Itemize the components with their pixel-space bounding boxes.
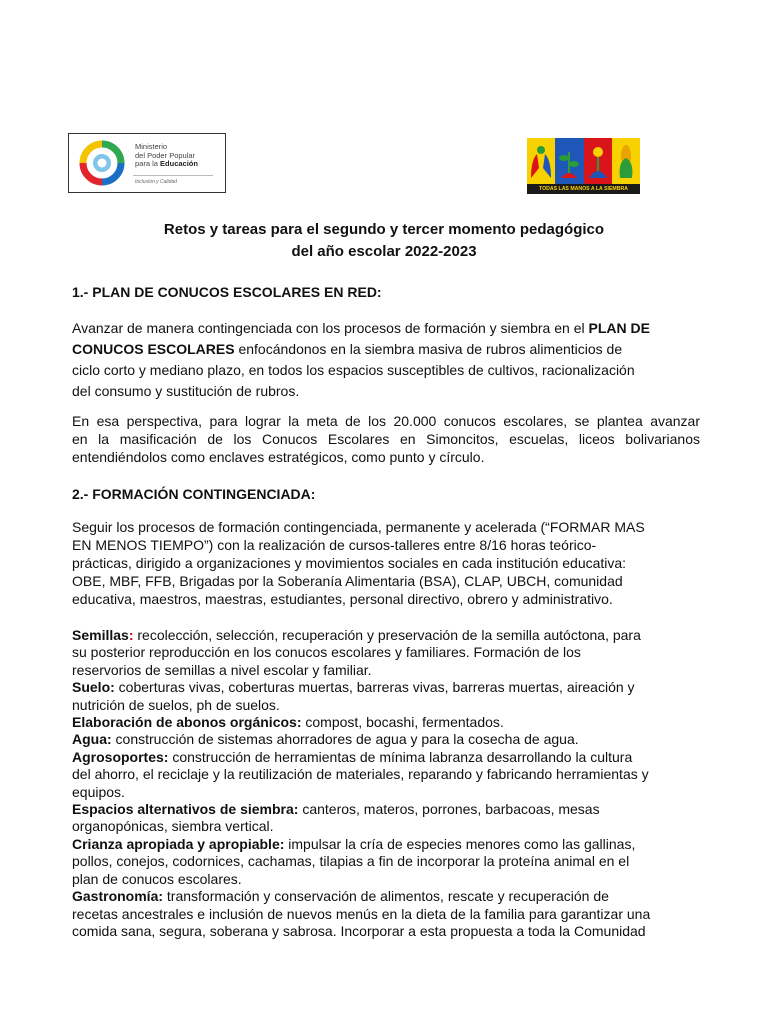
ministry-logo (68, 133, 226, 193)
list-item-line: organopónicas, siembra vertical. (72, 818, 274, 835)
section-1-paragraph-1 (72, 318, 650, 402)
logo-panel-blue (555, 138, 583, 184)
list-item-semillas: Semillas: recolección, selección, recuperación y preservación de la semilla autóctona, para (72, 627, 641, 643)
list-item-gastronomia: Gastronomía: transformación y conservación de alimentos, rescate y recuperación de (72, 888, 609, 905)
paragraph-line: CONUCOS ESCOLARES enfocándonos en la siembra masiva de rubros alimenticios de (72, 341, 623, 357)
paragraph-line: en la masificación de los Conucos Escolares en Simoncitos, escuelas, liceos bolivarianos (72, 431, 700, 447)
list-item-line: recetas ancestrales e inclusión de nuevos menús en la dieta de la familia para garantizar una (72, 905, 651, 922)
campaign-logo (527, 138, 640, 194)
hands-icon (527, 138, 555, 184)
campaign-caption: TODAS LAS MANOS A LA SIEMBRA (527, 184, 640, 194)
paragraph-line: educativa, maestros, maestras, estudiantes, personal directivo, obrero y administrativo. (72, 591, 613, 607)
list-item-line: pollos, conejos, codornices, cachamas, tilapias a fin de incorporar la proteína animal en el (72, 853, 630, 870)
paragraph-line: Avanzar de manera contingenciada con los procesos de formación y siembra en el PLAN DE (72, 320, 650, 336)
section-1-paragraph-2 (72, 412, 700, 466)
list-item-line: nutrición de suelos, ph de suelos. (72, 696, 280, 713)
logo-panel-yellow (527, 138, 555, 184)
plant-icon (555, 138, 583, 184)
list-item-line: del ahorro, el reciclaje y la reutilización de materiales, reparando y fabricando herramientas y (72, 766, 649, 783)
logo-panel-yellow-2 (612, 138, 640, 184)
paragraph-line: Seguir los procesos de formación contingenciada, permanente y acelerada (“FORMAR MAS (72, 519, 645, 535)
document-title-line-1: Retos y tareas para el segundo y tercer momento pedagógico (163, 221, 605, 238)
list-item-line: comida sana, segura, soberana y sabrosa. Incorporar a esta propuesta a toda la Comunidad (72, 922, 646, 939)
paragraph-line: prácticas, dirigido a organizaciones y movimientos sociales en cada institución educativa: (72, 555, 627, 571)
ministry-divider (133, 175, 213, 176)
paragraph-line: En esa perspectiva, para lograr la meta de los 20.000 conucos escolares, se plantea avanzar (72, 413, 700, 429)
list-item-abonos: Elaboración de abonos orgánicos: compost, bocashi, fermentados. (72, 714, 504, 731)
paragraph-line: del consumo y sustitución de rubros. (72, 383, 300, 399)
flower-icon (584, 138, 612, 184)
paragraph-line: EN MENOS TIEMPO”) con la realización de cursos-talleres entre 8/16 horas teórico- (72, 537, 597, 553)
section-2-paragraph-1 (72, 518, 645, 608)
list-item-line: su posterior reproducción en los conucos escolares y familiares. Formación de los (72, 644, 581, 661)
list-item-agrosoportes: Agrosoportes: construcción de herramientas de mínima labranza desarrollando la cultura (72, 748, 633, 765)
ministry-name: Ministerio del Poder Popular para la Educación (135, 142, 198, 168)
list-item-suelo: Suelo: coberturas vivas, coberturas muertas, barreras vivas, barreras muertas, aireación y (72, 679, 635, 696)
corn-icon (612, 138, 640, 184)
list-item-line: reservorios de semillas a nivel escolar y familiar. (72, 661, 372, 678)
ministry-emblem-icon (73, 138, 131, 188)
list-item-line: plan de conucos escolares. (72, 870, 242, 887)
section-2-heading: 2.- FORMACIÓN CONTINGENCIADA: (72, 486, 316, 502)
ministry-subtitle: Inclusión y Calidad (135, 179, 177, 185)
section-1-heading: 1.- PLAN DE CONUCOS ESCOLARES EN RED: (72, 284, 382, 300)
paragraph-line: ciclo corto y mediano plazo, en todos los espacios susceptibles de cultivos, racionalización (72, 362, 635, 378)
list-item-line: equipos. (72, 783, 125, 800)
paragraph-line: OBE, MBF, FFB, Brigadas por la Soberanía Alimentaria (BSA), CLAP, UBCH, comunidad (72, 573, 623, 589)
document-title-line-2: del año escolar 2022-2023 (291, 243, 477, 260)
topics-list (72, 627, 650, 940)
paragraph-line: entendiéndolos como enclaves estratégicos, como punto y círculo. (72, 449, 485, 465)
list-item-agua: Agua: construcción de sistemas ahorradores de agua y para la cosecha de agua. (72, 731, 579, 748)
logo-panel-red (584, 138, 612, 184)
list-item-espacios: Espacios alternativos de siembra: canteros, materos, porrones, barbacoas, mesas (72, 801, 600, 818)
list-item-crianza: Crianza apropiada y apropiable: impulsar la cría de especies menores como las gallinas, (72, 835, 636, 852)
